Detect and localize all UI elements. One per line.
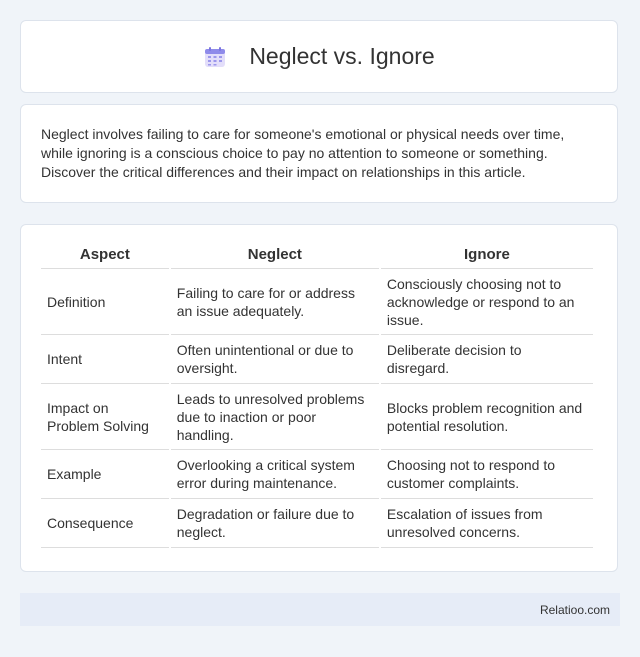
ignore-cell: Deliberate decision to disregard.: [381, 335, 593, 384]
table-row: [41, 269, 593, 335]
aspect-cell: Intent: [41, 335, 169, 384]
calendar-icon: [203, 45, 227, 69]
neglect-cell: Degradation or failure due to neglect.: [171, 499, 379, 548]
table-row: [41, 384, 593, 450]
header-aspect: Aspect: [41, 241, 169, 269]
table-row: [41, 335, 593, 384]
header-neglect: Neglect: [171, 241, 379, 269]
intro-card: [20, 104, 618, 203]
intro-text: Neglect involves failing to care for someone's emotional or physical needs over time, while ignoring is a conscious choice to pay no attention to someone or something. Discover the critical differences and their impact on relationships in this article.: [41, 126, 565, 180]
footer: [20, 593, 620, 626]
ignore-cell: Escalation of issues from unresolved concerns.: [381, 499, 593, 548]
ignore-cell: Blocks problem recognition and potential resolution.: [381, 384, 593, 450]
table-row: [41, 499, 593, 548]
ignore-cell: Choosing not to respond to customer complaints.: [381, 450, 593, 499]
footer-brand: Relatioo.com: [539, 602, 610, 617]
comparison-table: [39, 241, 595, 548]
aspect-cell: Consequence: [41, 499, 169, 548]
neglect-cell: Failing to care for or address an issue adequately.: [171, 269, 379, 335]
page-title: Neglect vs. Ignore: [249, 43, 435, 69]
neglect-cell: Leads to unresolved problems due to inaction or poor handling.: [171, 384, 379, 450]
header-ignore: Ignore: [381, 241, 593, 269]
aspect-cell: Impact on Problem Solving: [41, 384, 169, 450]
table-row: [41, 450, 593, 499]
comparison-card: [20, 224, 618, 572]
neglect-cell: Overlooking a critical system error during maintenance.: [171, 450, 379, 499]
aspect-cell: Definition: [41, 269, 169, 335]
title-card: [20, 20, 618, 93]
neglect-cell: Often unintentional or due to oversight.: [171, 335, 379, 384]
ignore-cell: Consciously choosing not to acknowledge or respond to an issue.: [381, 269, 593, 335]
table-header-row: [41, 241, 593, 269]
aspect-cell: Example: [41, 450, 169, 499]
